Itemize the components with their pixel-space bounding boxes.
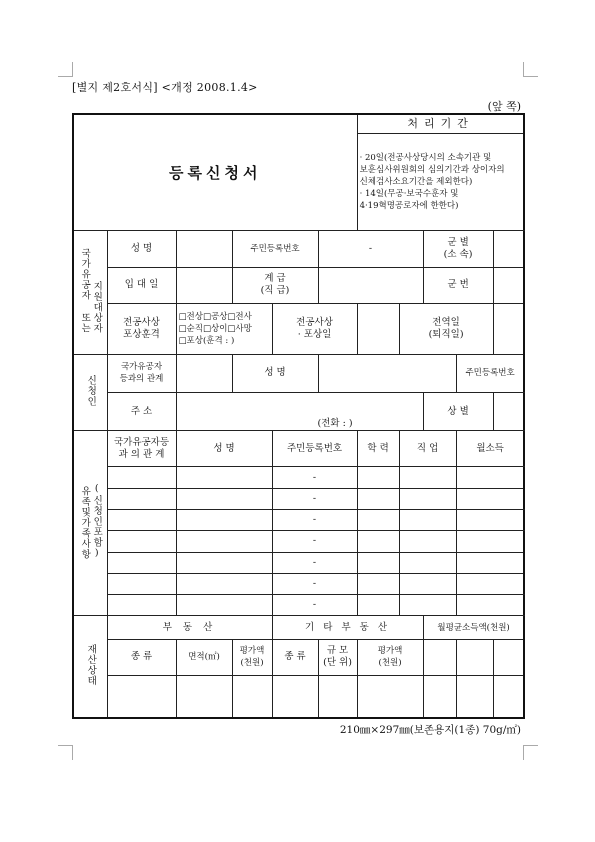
family-header-education: 학 력 [357,431,399,467]
family-cell-relation[interactable] [107,510,176,531]
family-cell-income[interactable] [456,510,524,531]
rank-field[interactable] [318,267,423,303]
family-cell-name[interactable] [176,552,272,573]
applicant-section-text: 신청인 [85,374,97,407]
family-cell-relation[interactable] [107,488,176,509]
relation-line1: 국가유공자 [120,362,163,373]
applicant-phone-text: (전화 : ) [317,418,353,430]
discharge-main-label: 전역일 [432,316,460,328]
recipient-name-field[interactable] [176,231,232,267]
processing-line-2: · 14일(무공·보국수훈자 및 4·19혁명공로자에 한한다) [359,189,459,212]
form-title: 등록신청서 [73,114,357,231]
discharge-label [399,303,493,354]
family-row [73,510,524,531]
injury-date-label [272,303,357,354]
injury-type-label [107,303,176,354]
rank-sub-label: (직 급) [260,285,290,297]
relation-line2: 등과의 관계 [119,374,164,385]
family-cell-rrn[interactable]: - [272,467,357,488]
other-kind-field[interactable] [272,675,318,718]
other-kind-label: 종 류 [272,639,318,675]
family-cell-income[interactable] [456,488,524,509]
family-cell-name[interactable] [176,595,272,616]
family-cell-name[interactable] [176,573,272,594]
injury-type-line1: 전공사상 [123,316,160,328]
form-reference: [별지 제2호서식] <개정 2008.1.4> [72,81,258,94]
applicant-section-label [73,354,107,431]
family-cell-education[interactable] [357,467,399,488]
family-cell-name[interactable] [176,510,272,531]
processing-period-label: 처리기간 [357,114,524,133]
family-header-job: 직 업 [399,431,456,467]
property-kind-field[interactable] [107,675,176,718]
family-cell-name[interactable] [176,488,272,509]
family-header-rrn: 주민등록번호 [272,431,357,467]
income-cell-1[interactable] [423,639,456,675]
injury-type-line2: 포상훈격 [123,328,160,340]
crop-mark-bottom-right [523,745,538,760]
family-cell-rrn[interactable]: - [272,531,357,552]
income-cell-3[interactable] [493,639,524,675]
discharge-field[interactable] [493,303,524,354]
family-cell-name[interactable] [176,467,272,488]
property-value-line1: 평가액 [239,646,265,657]
family-cell-relation[interactable] [107,531,176,552]
discharge-sub-label: (퇴직일) [428,328,464,340]
family-cell-income[interactable] [456,467,524,488]
checkbox-line-3[interactable]: □포상(훈격 : ) [178,335,235,346]
applicant-address-label: 주 소 [107,393,176,431]
applicant-stamp-label: 상 별 [423,393,493,431]
family-row [73,531,524,552]
family-section-main: 유족및가족사항 [79,486,91,560]
enlist-date-field[interactable] [176,267,232,303]
paper-spec: 210㎜×297㎜(보존용지(1종) 70g/㎡) [339,724,521,736]
family-cell-rrn[interactable]: - [272,595,357,616]
recipient-branch-label [423,231,493,267]
injury-type-checkboxes[interactable] [176,303,272,354]
family-row [73,595,524,616]
family-cell-education[interactable] [357,531,399,552]
other-value-line2: (천원) [378,658,402,669]
service-number-label: 군 번 [423,267,493,303]
crop-mark-bottom-left [58,745,73,760]
property-section-text: 재산상태 [85,643,97,686]
family-cell-job[interactable] [399,488,456,509]
family-cell-income[interactable] [456,595,524,616]
crop-mark-top-left [58,62,73,77]
rank-main-label: 계 급 [264,273,286,285]
injury-date-line2: · 포상일 [297,328,332,340]
other-scale-field[interactable] [318,675,357,718]
other-scale-line1: 규 모 [326,645,349,657]
family-row [73,573,524,594]
applicant-name-field[interactable] [318,354,456,392]
family-row [73,552,524,573]
property-area-field[interactable] [176,675,232,718]
recipient-section-sub: 지원대상자 [91,280,103,334]
processing-period-text [357,133,524,231]
family-cell-rrn[interactable]: - [272,510,357,531]
applicant-relation-field[interactable] [176,354,232,392]
family-cell-relation[interactable] [107,573,176,594]
family-cell-education[interactable] [357,595,399,616]
recipient-section-main: 국가유공자 또는 [79,247,91,334]
recipient-name-label: 성 명 [107,231,176,267]
recipient-branch-field[interactable] [493,231,524,267]
enlist-date-label: 입 대 일 [107,267,176,303]
checkbox-line-2[interactable]: □순직□상이□사망 [178,323,252,334]
family-cell-income[interactable] [456,573,524,594]
other-scale-line2: (단 위) [323,657,352,669]
other-real-estate-header: 기 타 부 동 산 [272,616,423,639]
property-section-label [73,616,107,718]
monthly-income-header: 월평균소득액(천원) [423,616,524,639]
branch-sub-label: (소 속) [443,249,473,261]
family-row [73,488,524,509]
real-estate-header: 부 동 산 [107,616,272,639]
applicant-rrn-label: 주민등록번호 [456,354,524,392]
family-header-relation-line2: 과 의 관 계 [118,448,165,460]
branch-label: 군 별 [447,237,469,249]
other-value-line1: 평가액 [377,646,403,657]
family-cell-job[interactable] [399,510,456,531]
family-cell-education[interactable] [357,488,399,509]
property-kind-label: 종 류 [107,639,176,675]
family-cell-name[interactable] [176,531,272,552]
income-field-1[interactable] [423,675,456,718]
family-cell-relation[interactable] [107,467,176,488]
service-number-field[interactable] [493,267,524,303]
other-value-label [357,639,423,675]
family-cell-education[interactable] [357,552,399,573]
family-section-sub: (신청인포함) [91,483,103,560]
family-cell-education[interactable] [357,573,399,594]
applicant-stamp-field[interactable] [493,393,524,431]
family-cell-job[interactable] [399,573,456,594]
property-value-field[interactable] [232,675,272,718]
injury-date-line1: 전공사상 [296,316,333,328]
processing-line-1: · 20일(전공사상당시의 소속기관 및 보훈심사위원회의 심의기간과 상이자의 신체검사소요기간을 제외한다) [359,153,505,188]
family-cell-job[interactable] [399,531,456,552]
family-cell-income[interactable] [456,552,524,573]
other-scale-label [318,639,357,675]
family-cell-rrn[interactable]: - [272,552,357,573]
family-section-label [73,431,107,616]
family-cell-job[interactable] [399,595,456,616]
rank-label [232,267,318,303]
checkbox-line-1[interactable]: □전상□공상□전사 [178,311,252,322]
family-cell-relation[interactable] [107,552,176,573]
family-row [73,467,524,488]
family-header-relation-line1: 국가유공자등 [113,436,170,448]
applicant-name-label: 성 명 [232,354,318,392]
income-cell-2[interactable] [456,639,493,675]
recipient-section-label [73,231,107,354]
family-cell-income[interactable] [456,531,524,552]
family-cell-education[interactable] [357,510,399,531]
family-cell-rrn[interactable]: - [272,488,357,509]
crop-mark-top-right [523,62,538,77]
family-cell-job[interactable] [399,552,456,573]
recipient-rrn-field[interactable]: - [318,231,423,267]
injury-date-field[interactable] [357,303,399,354]
income-field-2[interactable] [456,675,493,718]
family-cell-relation[interactable] [107,595,176,616]
applicant-address-field[interactable] [176,393,423,431]
income-field-3[interactable] [493,675,524,718]
property-area-label: 면적(㎡) [176,639,232,675]
family-cell-rrn[interactable]: - [272,573,357,594]
other-value-field[interactable] [357,675,423,718]
recipient-rrn-label: 주민등록번호 [232,231,318,267]
family-header-income: 월소득 [456,431,524,467]
property-value-line2: (천원) [240,658,264,669]
property-value-label [232,639,272,675]
page-side-label: (앞 쪽) [487,100,521,113]
registration-form-table [72,113,525,719]
family-header-name: 성 명 [176,431,272,467]
family-header-relation [107,431,176,467]
applicant-relation-label [107,354,176,392]
family-cell-job[interactable] [399,467,456,488]
